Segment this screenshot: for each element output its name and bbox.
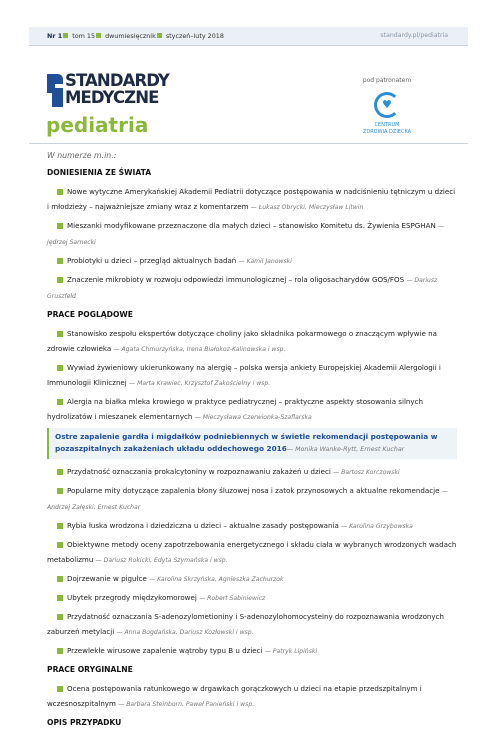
bullet-square-icon xyxy=(57,614,63,620)
article-authors: — Marta Krawiec, Krzysztof Zakościelny i wsp. xyxy=(129,380,271,387)
issue-date: styczeń–luty 2018 xyxy=(165,32,224,40)
toc-item[interactable] xyxy=(47,464,457,480)
divider xyxy=(29,143,468,144)
toc-item[interactable] xyxy=(47,360,457,391)
article-authors: — Łukasz Obrycki, Mieczysław Litwin xyxy=(250,204,364,211)
article-title: Mieszanki modyfikowane przeznaczone dla małych dzieci – stanowisko Komitetu ds. Żywienia ESPGHAN xyxy=(67,221,436,230)
article-authors: — Mieczysława Czerwionka-Szaflarska xyxy=(194,414,312,421)
bullet-square-icon xyxy=(57,189,63,195)
article-title: Ubytek przegrody międzykomorowej xyxy=(67,593,197,602)
toc-item[interactable] xyxy=(47,537,457,568)
article-authors: — Bartosz Korczowski xyxy=(333,469,400,476)
section-heading: DONIESIENIA ZE ŚWIATA xyxy=(47,168,152,177)
logo-mark-icon xyxy=(47,74,63,107)
article-authors: — Karolina Grzybowska xyxy=(341,523,413,530)
bullet-square-icon xyxy=(57,277,63,283)
article-authors: — Anna Bogdańska, Dariusz Kozłowski i wsp. xyxy=(116,629,254,636)
toc-item[interactable] xyxy=(47,184,457,215)
toc-item[interactable] xyxy=(47,643,457,659)
patronage-label: pod patronatem xyxy=(362,77,412,84)
article-authors: — Agata Chmurzyńska, Irena Białokoz-Kalinowska i wsp. xyxy=(113,346,286,353)
article-authors: — Barbara Steinborn, Paweł Panieński i wsp. xyxy=(118,701,255,708)
bullet-square-icon xyxy=(57,595,63,601)
article-title: Stanowisko zespołu ekspertów dotyczące choliny jako składnika pokarmowego o znaczącym wpływie na zdrowie człowieka xyxy=(47,329,437,353)
article-title: Przydatność oznaczania S-adenozylometioniny i S-adenozylohomocysteiny do rozpoznawania wrodzonych zaburzeń metylacji xyxy=(47,612,445,636)
table-of-contents xyxy=(47,168,457,734)
toc-item[interactable] xyxy=(47,253,457,269)
featured-article-title: Ostre zapalenie gardła i migdałków podniebiennych w świetle rekomendacji postępowania w pozaszpitalnych zakażeniach układu oddechowego 2016 xyxy=(55,432,438,453)
article-title: Przewlekłe wirusowe zapalenie wątroby typu B u dzieci xyxy=(67,646,263,655)
bullet-square-icon xyxy=(57,469,63,475)
toc-item[interactable] xyxy=(47,518,457,534)
frequency: dwumiesięcznik xyxy=(105,32,156,40)
header-bar xyxy=(29,27,468,46)
toc-item[interactable] xyxy=(47,218,457,250)
separator-square-icon xyxy=(63,33,68,38)
featured-article[interactable] xyxy=(47,428,457,459)
volume: tom 15 xyxy=(72,32,96,40)
bullet-square-icon xyxy=(57,488,63,494)
patronage-block xyxy=(357,77,417,135)
patron-org-line-2: ZDROWIA DZIECKA xyxy=(362,128,412,135)
article-authors: — Andrzej Załęski, Ernest Kuchar xyxy=(47,488,448,511)
article-title: Dojrzewanie w pigułce xyxy=(67,574,147,583)
article-title: Nowe wytyczne Amerykańskiej Akademii Pediatrii dotyczące postępowania w nadciśnieniu tętniczym u dzieci i młodzieży – najważniejsze zmiany wraz z komentarzem xyxy=(47,187,456,211)
bullet-square-icon xyxy=(57,576,63,582)
toc-item[interactable] xyxy=(47,609,457,640)
bullet-square-icon xyxy=(57,331,63,337)
bullet-square-icon xyxy=(57,686,63,692)
logo-line-2: MEDYCZNE xyxy=(65,88,159,107)
article-title: Przydatność oznaczania prokalcytoniny w rozpoznawaniu zakażeń u dzieci xyxy=(67,467,331,476)
bullet-square-icon xyxy=(57,399,63,405)
toc-item[interactable] xyxy=(47,394,457,425)
toc-item[interactable] xyxy=(47,483,457,515)
article-authors: — Robert Sabiniewicz xyxy=(199,595,266,602)
section-heading: OPIS PRZYPADKU xyxy=(47,718,122,727)
journal-title: pediatria xyxy=(46,113,149,137)
article-authors: — Patryk Lipiński xyxy=(264,648,318,655)
featured-article-authors: — Monika Wanke-Rytt, Ernest Kuchar xyxy=(286,446,405,453)
article-title: Ocena postępowania ratunkowego w drgawkach gorączkowych u dzieci na etapie przedszpitalnym i wczesnoszpitalnym xyxy=(47,684,422,708)
czd-logo-icon xyxy=(374,92,400,118)
bullet-square-icon xyxy=(57,542,63,548)
toc-item[interactable] xyxy=(47,681,457,712)
bullet-square-icon xyxy=(57,258,63,264)
patron-org-line-1: CENTRUM xyxy=(374,122,400,128)
patron-org-name xyxy=(357,122,417,135)
bullet-square-icon xyxy=(57,523,63,529)
toc-item[interactable] xyxy=(47,571,457,587)
toc-item[interactable] xyxy=(47,272,457,304)
issue-number: Nr 1 xyxy=(47,32,63,40)
toc-item[interactable] xyxy=(47,590,457,606)
article-authors: — Dariusz Rokicki, Edyta Szymańska i wsp. xyxy=(95,557,228,564)
separator-square-icon xyxy=(96,33,101,38)
section-heading: PRACE POGLĄDOWE xyxy=(47,310,133,319)
article-authors: — Kamil Janowski xyxy=(238,258,292,265)
article-title: Znaczenie mikrobioty w rozwoju odpowiedzi immunologicznej – rola oligosacharydów GOS/FOS xyxy=(67,275,405,284)
section-heading: PRACE ORYGINALNE xyxy=(47,665,133,674)
intro-text: W numerze m.in.: xyxy=(47,151,117,160)
logo-line-1: STANDARDY xyxy=(65,71,169,90)
toc-item[interactable] xyxy=(47,326,457,357)
standardy-medyczne-logo xyxy=(47,73,207,109)
article-authors: — Dariusz Gruszfeld xyxy=(47,277,438,300)
heart-icon: ♥ xyxy=(382,98,392,111)
separator-square-icon xyxy=(157,33,162,38)
website-link[interactable]: standardy.pl/pediatria xyxy=(380,32,448,39)
bullet-square-icon xyxy=(57,648,63,654)
article-authors: — Jędrzej Sarnecki xyxy=(47,223,445,246)
article-title: Rybia łuska wrodzona i dziedziczna u dzieci – aktualne zasady postępowania xyxy=(67,521,339,530)
article-title: Wywiad żywieniowy ukierunkowany na alergię – polska wersja ankiety Europejskiej Akademii Alergologii i Immunologii Klinicznej xyxy=(47,363,441,387)
issue-meta xyxy=(47,32,224,40)
bullet-square-icon xyxy=(57,223,63,229)
article-title: Alergia na białka mleka krowiego w praktyce pediatrycznej – praktyczne aspekty stosowania silnych hydrolizatów i mieszanek elementarnych xyxy=(47,397,424,421)
article-title: Obiektywne metody oceny zapotrzebowania energetycznego i składu ciała w wybranych wrodzonych wadach metabolizmu xyxy=(47,540,457,564)
article-title: Probiotyki u dzieci – przegląd aktualnych badań xyxy=(67,256,237,265)
article-title: Popularne mity dotyczące zapalenia błony śluzowej nosa i zatok przynosowych a aktualne rekomendacje xyxy=(67,486,440,495)
bullet-square-icon xyxy=(57,365,63,371)
article-authors: — Karolina Skrzyńska, Agnieszka Zachurzok xyxy=(149,576,284,583)
